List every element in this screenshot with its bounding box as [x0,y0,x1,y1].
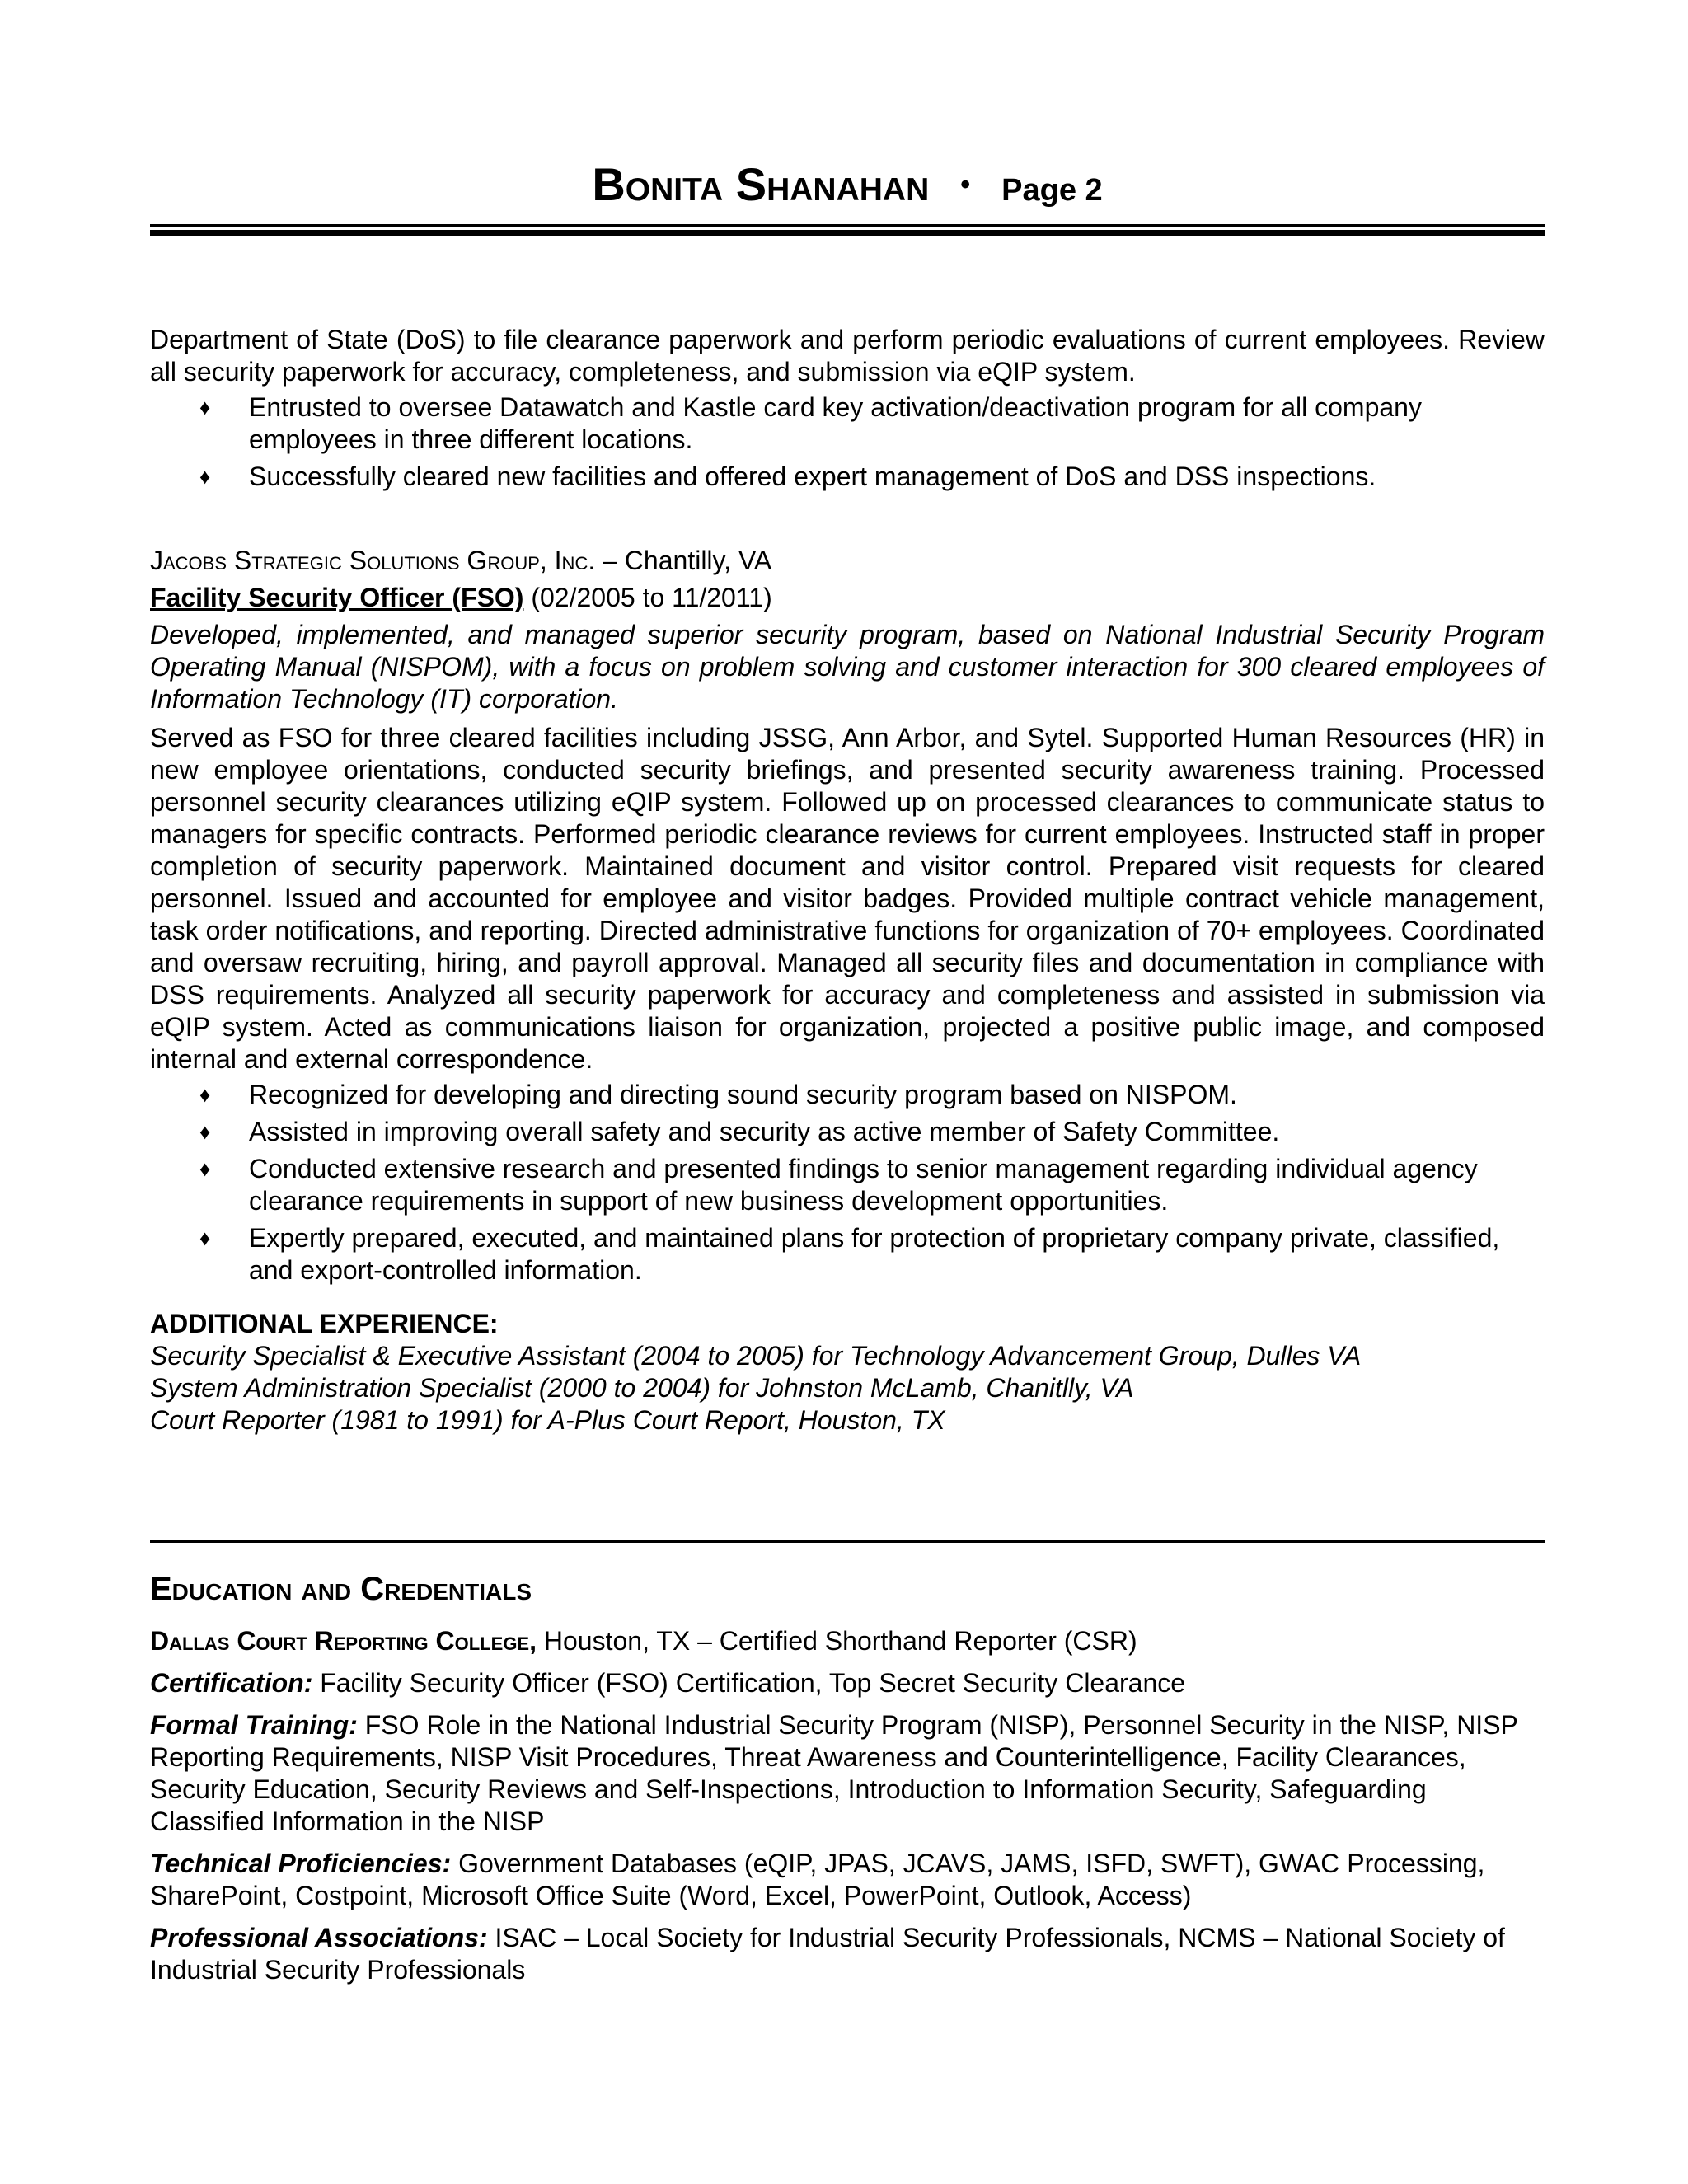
certification-text: Facility Security Officer (FSO) Certification, Top Secret Security Clearance [312,1668,1186,1698]
job-title-line [150,582,1545,614]
job-section [150,545,1545,1291]
formal-training-label: Formal Training: [150,1710,358,1740]
professional-associations-label: Professional Associations: [150,1923,488,1952]
additional-experience-line: Court Reporter (1981 to 1991) for A-Plus Court Report, Houston, TX [150,1405,945,1435]
diamond-bullet-icon: ♦ [199,1082,211,1107]
professional-associations-text: ISAC – Local Society for Industrial Security Professionals, NCMS – National Society of Industrial Security Professionals [150,1923,1505,1985]
intro-bullet-list [150,391,1545,493]
job-summary: Developed, implemented, and managed superior security program, based on National Industrial Security Program Operating Manual (NISPOM), with a focus on problem solving and customer interaction for 300 cleared employees of Information Technology (IT) corporation. [150,620,1545,714]
intro-paragraph: Department of State (DoS) to file clearance paperwork and perform periodic evaluations of current employees. Review all security paperwork for accuracy, completeness, and submission via eQIP system. [150,325,1545,387]
job-bullet-list [150,1079,1545,1286]
school-name: Dallas Court Reporting College, [150,1626,537,1656]
professional-associations-line [150,1922,1545,1986]
job-title: Facility Security Officer (FSO) [150,583,524,612]
company-name: Jacobs Strategic Solutions Group, Inc. [150,546,596,575]
diamond-bullet-icon: ♦ [199,1119,211,1144]
additional-experience-line: Security Specialist & Executive Assistant (2004 to 2005) for Technology Advancement Group, Dulles VA [150,1341,1362,1371]
diamond-bullet-icon: ♦ [199,464,211,489]
job-company-line [150,545,1545,577]
formal-training-text: FSO Role in the National Industrial Security Program (NISP), Personnel Security in the NISP, NISP Reporting Requirements, NISP Visit Procedures, Threat Awareness and Counterintelligence, Facility Clearances, Security Education, Security Reviews and Self-Inspections, Introduction to Information Security, Safeguarding Classified Information in the NISP [150,1710,1518,1836]
section-divider [150,1540,1545,1543]
diamond-bullet-icon: ♦ [199,1156,211,1181]
list-item: ♦ Successfully cleared new facilities and offered expert management of DoS and DSS inspections. [199,462,1376,491]
certification-line [150,1667,1545,1699]
list-item: ♦ Conducted extensive research and presented findings to senior management regarding individual agency clearance requirements in support of new business development opportunities. [199,1154,1478,1216]
additional-experience-heading: ADDITIONAL EXPERIENCE: [150,1309,499,1338]
company-location: – Chantilly, VA [595,546,772,575]
header-rule-thick [150,230,1545,236]
list-item: ♦ Assisted in improving overall safety and security as active member of Safety Committee. [199,1117,1280,1146]
education-heading: Education and Credentials [150,1571,532,1607]
additional-experience-section [150,1308,1545,1436]
candidate-name: Bonita Shanahan [592,158,930,210]
additional-experience-line: System Administration Specialist (2000 to 2004) for Johnston McLamb, Chanitlly, VA [150,1373,1134,1403]
formal-training-line [150,1709,1545,1838]
header-bullet: • [960,169,971,200]
job-dates: (02/2005 to 11/2011) [523,583,772,612]
list-item: ♦ Recognized for developing and directing sound security program based on NISPOM. [199,1080,1237,1109]
list-item: ♦ Expertly prepared, executed, and maintained plans for protection of proprietary company private, classified, and export-controlled information. [199,1223,1500,1285]
page-number: Page 2 [1001,173,1103,208]
certification-label: Certification: [150,1668,313,1698]
school-detail: Houston, TX – Certified Shorthand Reporter (CSR) [537,1626,1137,1656]
page-header [150,158,1545,210]
education-section [150,1571,1545,1986]
education-school-line [150,1625,1545,1657]
intro-section [150,324,1545,498]
technical-proficiencies-label: Technical Proficiencies: [150,1849,452,1878]
list-item: ♦ Entrusted to oversee Datawatch and Kastle card key activation/deactivation program for all company employees in three different locations. [199,392,1422,454]
technical-proficiencies-line [150,1848,1545,1912]
diamond-bullet-icon: ♦ [199,1226,211,1250]
diamond-bullet-icon: ♦ [199,395,211,419]
job-description: Served as FSO for three cleared facilities including JSSG, Ann Arbor, and Sytel. Supported Human Resources (HR) in new employee orientations, conducted security briefings, and presented security awareness training. Processed personnel security clearances utilizing eQIP system. Followed up on processed clearances to communicate status to managers for specific contracts. Performed periodic clearance reviews for current employees. Instructed staff in proper completion of security paperwork. Maintained document and visitor control. Prepared visit requests for cleared personnel. Issued and accounted for employee and visitor badges. Provided multiple contract vehicle management, task order notifications, and reporting. Directed administrative functions for organization of 70+ employees. Coordinated and oversaw recruiting, hiring, and payroll approval. Managed all security files and documentation in compliance with DSS requirements. Analyzed all security paperwork for accuracy and completeness and assisted in submission via eQIP system. Acted as communications liaison for organization, projected a positive public image, and composed internal and external correspondence. [150,723,1545,1074]
header-rule-thin [150,224,1545,227]
technical-proficiencies-text: Government Databases (eQIP, JPAS, JCAVS, JAMS, ISFD, SWFT), GWAC Processing, SharePoint, Costpoint, Microsoft Office Suite (Word, Excel, PowerPoint, Outlook, Access) [150,1849,1485,1910]
